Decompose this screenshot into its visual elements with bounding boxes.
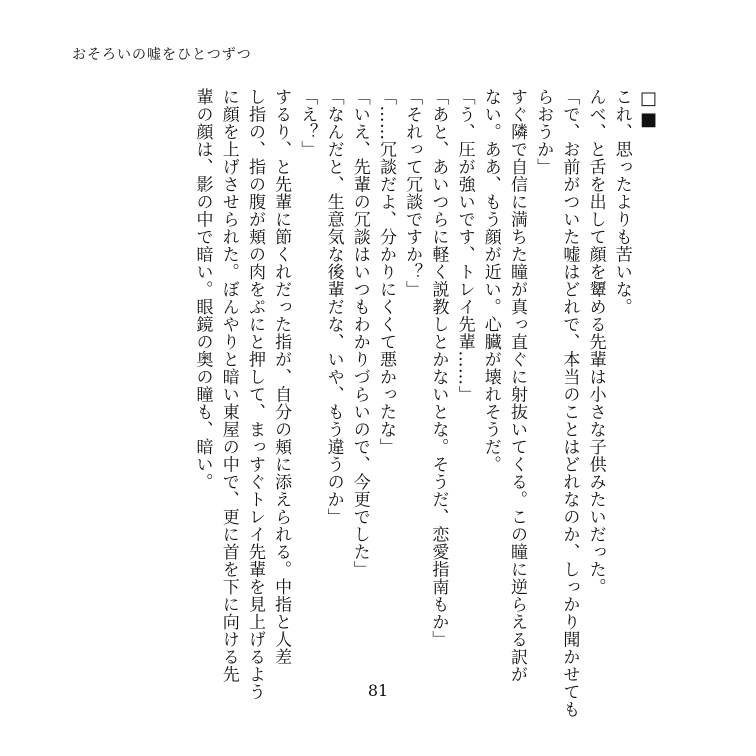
text-line: 「なんだと、生意気な後輩だな、いや、もう違うのか」 bbox=[323, 88, 344, 526]
text-line: 輩の顔は、影の中で暗い。眼鏡の奥の瞳も、暗い。 bbox=[192, 88, 213, 491]
text-line: し指の、指の腹が頬の肉をぷにと押して、まっすぐトレイ先輩を見上げるよう bbox=[244, 88, 265, 701]
text-line: 「いえ、先輩の冗談はいつもわかりづらいので、今更でした」 bbox=[349, 88, 370, 578]
text-line: ない。ああ、もう顔が近い。心臓が壊れそうだ。 bbox=[480, 88, 501, 473]
text-line: すぐ隣で自信に満ちた瞳が真っ直ぐに射抜いてくる。この瞳に逆らえる訳が bbox=[506, 88, 527, 683]
text-line: んべ、と舌を出して顔を顰める先輩は小さな子供みたいだった。 bbox=[585, 88, 606, 596]
text-line: 「あと、あいつらに軽く説教しとかないとな。そうだ、恋愛指南もか」 bbox=[428, 88, 449, 648]
text-line: これ、思ったよりも苦いな。 bbox=[611, 88, 632, 316]
page-number: 81 bbox=[367, 681, 389, 700]
text-line: 「それって冗談ですか？」 bbox=[402, 88, 423, 298]
text-line: するり、と先輩に節くれだった指が、自分の頬に添えられる。中指と人差 bbox=[271, 88, 292, 666]
text-line: 「え？」 bbox=[297, 88, 318, 158]
text-line: らおうか」 bbox=[533, 88, 554, 176]
text-line: 「う、圧が強いです、トレイ先輩……」 bbox=[454, 88, 475, 403]
text-line: 「……冗談だよ、分かりにくくて悪かったな」 bbox=[375, 88, 396, 456]
running-head: おそろいの嘘をひとつずつ bbox=[72, 47, 252, 63]
scene-break-marker: □■ bbox=[638, 88, 659, 130]
text-line: 「で、お前がついた嘘はどれで、本当のことはどれなのか、しっかり聞かせても bbox=[559, 88, 580, 718]
text-line: に顔を上げさせられた。ぼんやりと暗い東屋の中で、更に首を下に向ける先 bbox=[218, 88, 239, 683]
